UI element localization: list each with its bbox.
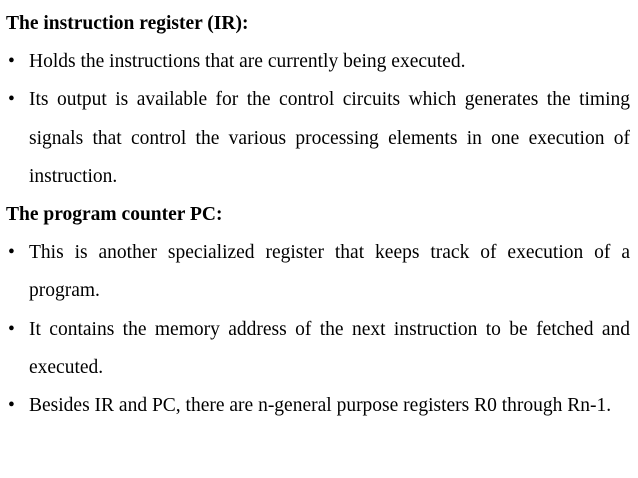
bullet-icon: • xyxy=(8,89,15,111)
section-heading: The program counter PC: xyxy=(6,204,223,226)
section-heading: The instruction register (IR): xyxy=(6,13,249,34)
list-item xyxy=(6,43,630,81)
list-item xyxy=(6,234,630,311)
list-item xyxy=(6,387,630,425)
bullet-text: It contains the memory address of the next instruction to be fetched and executed. xyxy=(29,318,630,379)
section-instruction-register xyxy=(6,5,630,196)
bullet-list xyxy=(6,234,630,425)
bullet-icon: • xyxy=(8,395,15,417)
bullet-text: Its output is available for the control circuits which generates the timing signals that control the various processing elements in one execution of instruction. xyxy=(29,89,630,187)
bullet-list xyxy=(6,43,630,196)
list-item xyxy=(6,311,630,388)
bullet-text: This is another specialized register that keeps track of execution of a program. xyxy=(29,242,630,302)
bullet-icon: • xyxy=(8,318,15,340)
section-program-counter xyxy=(6,196,630,425)
bullet-text: Besides IR and PC, there are n-general purpose registers R0 through Rn-1. xyxy=(29,395,612,417)
bullet-icon: • xyxy=(8,51,15,72)
bullet-icon: • xyxy=(8,242,15,264)
list-item xyxy=(6,81,630,196)
bullet-text: Holds the instructions that are currently being executed. xyxy=(29,51,466,72)
